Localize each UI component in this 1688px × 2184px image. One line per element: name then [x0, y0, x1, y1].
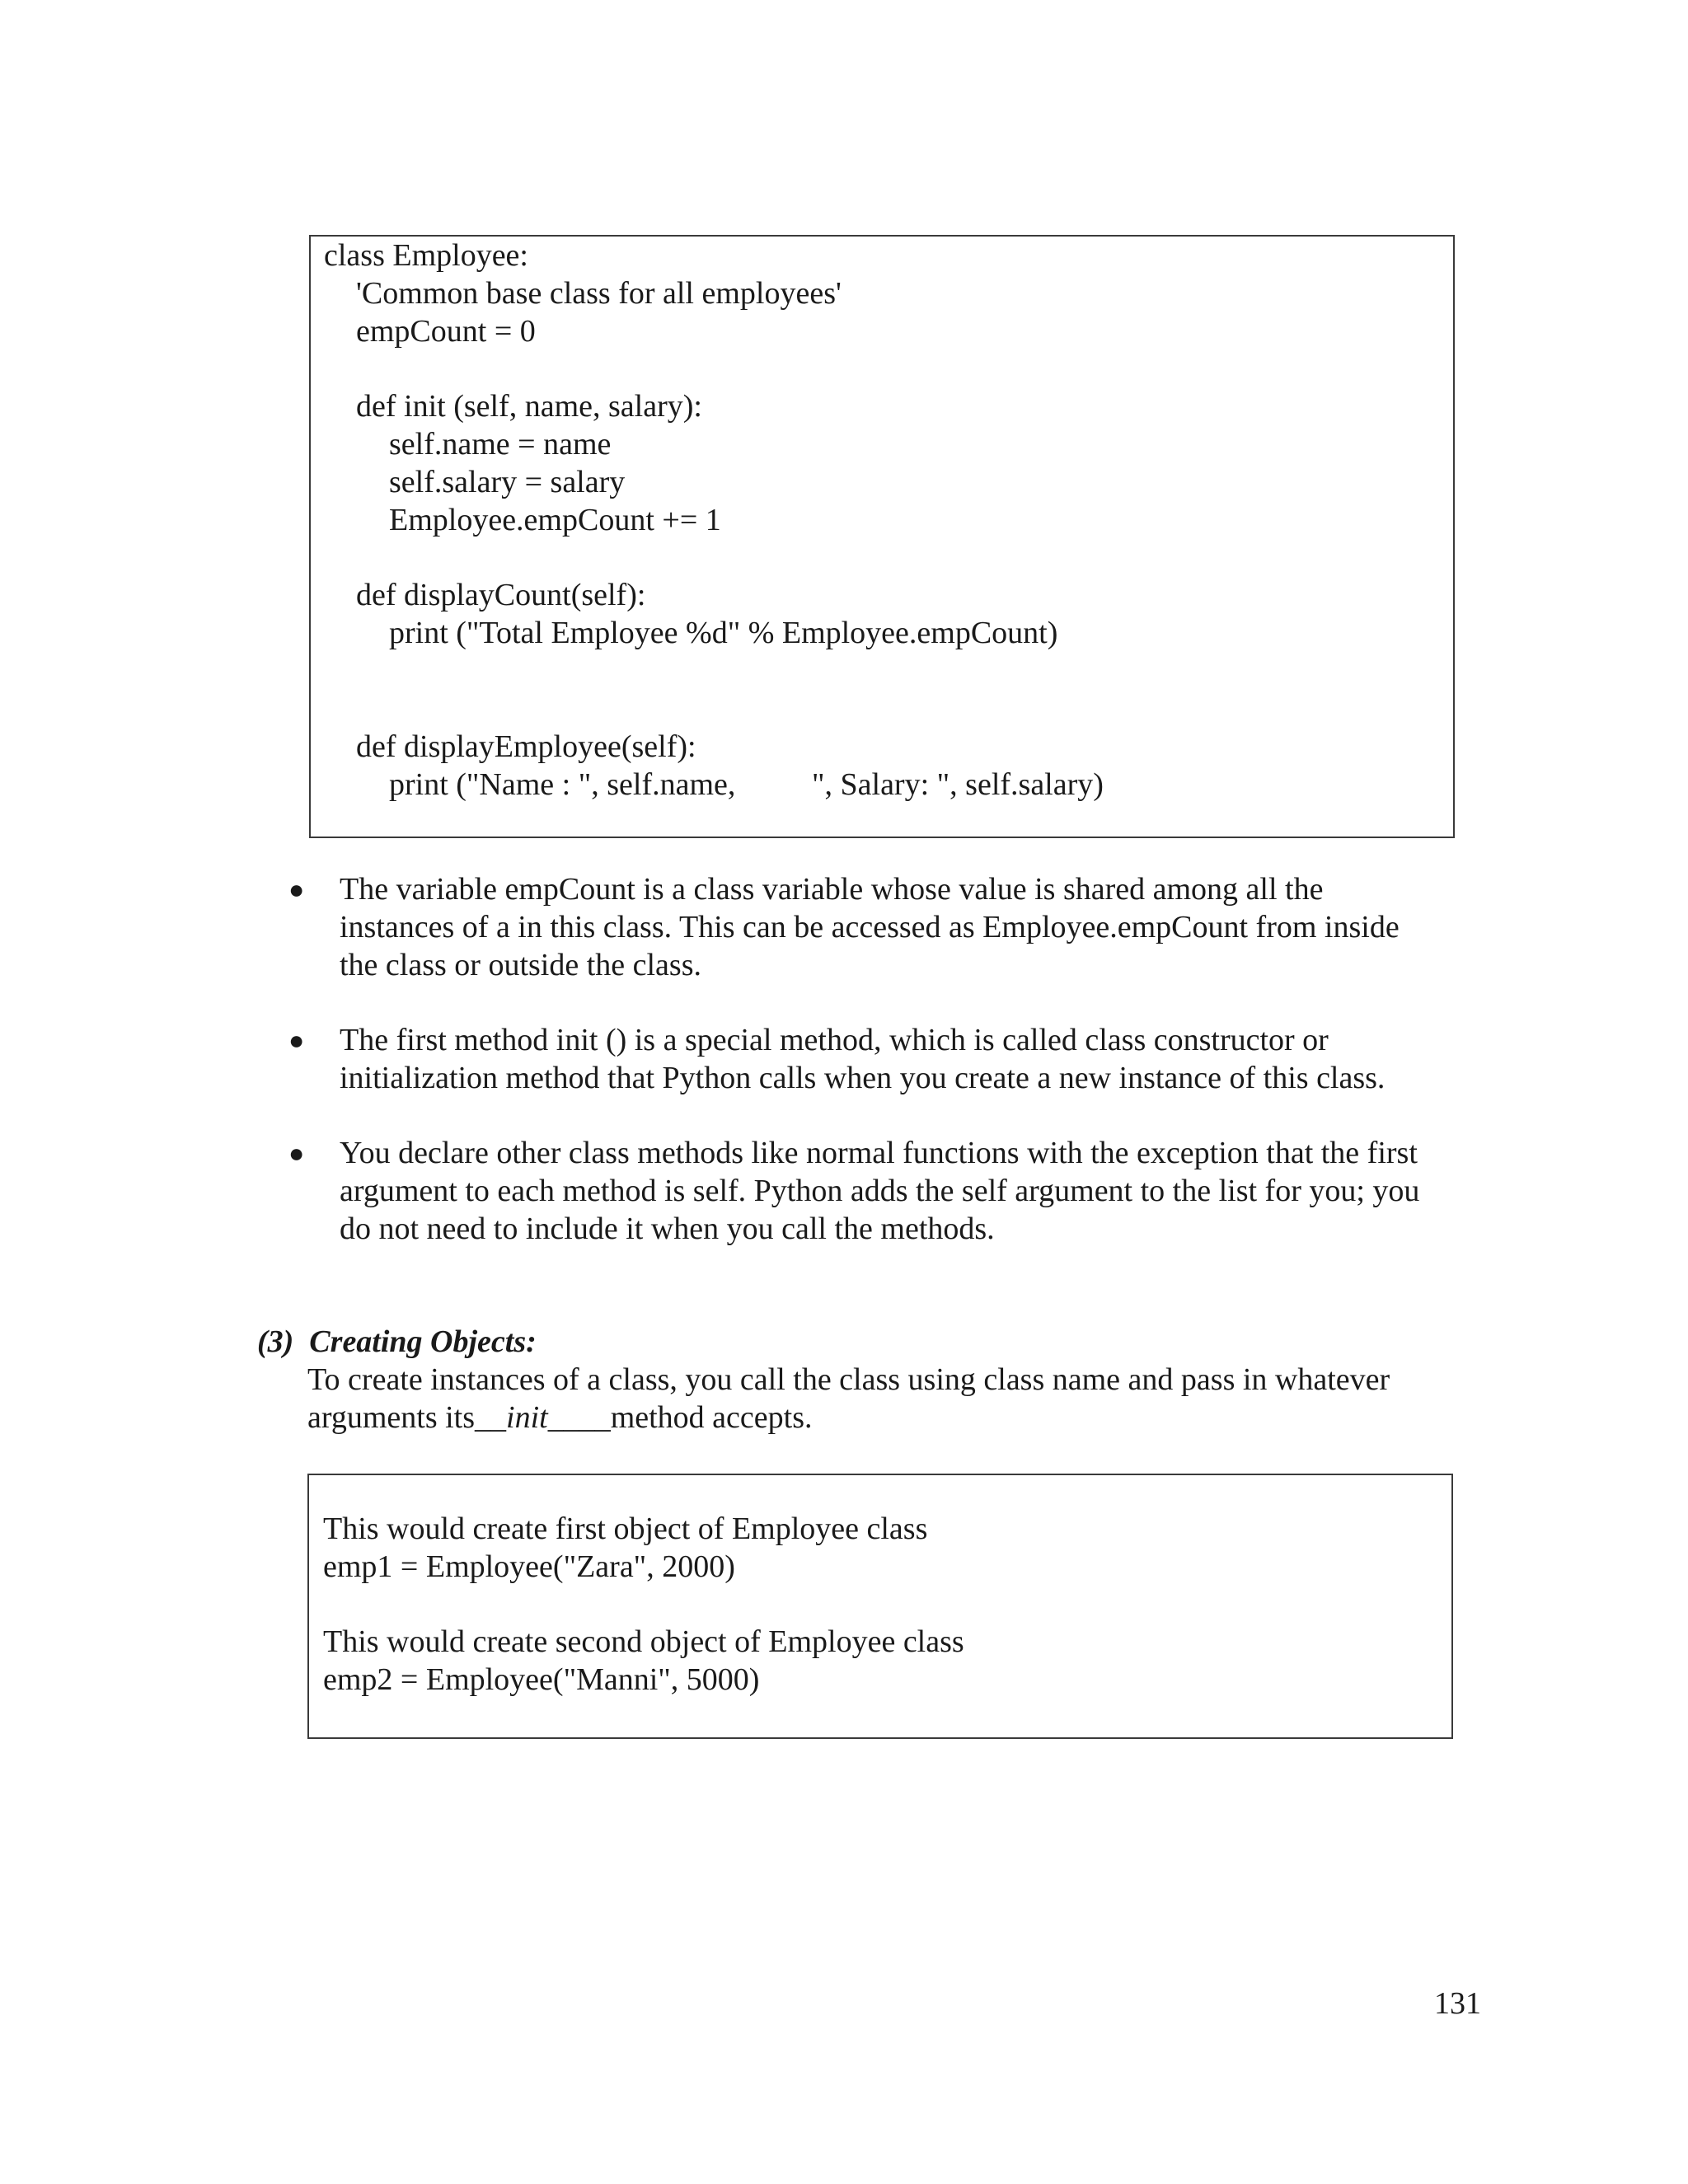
code-line: emp1 = Employee("Zara", 2000): [323, 1549, 735, 1584]
code-line: print ("Name : ", self.name,: [389, 767, 736, 802]
code-line: self.name = name: [389, 427, 612, 462]
code-line: empCount = 0: [356, 314, 536, 349]
section-heading: (3) Creating Objects:: [257, 1324, 537, 1359]
bullet-text: The variable empCount is a class variable whose value is shared among all the: [340, 872, 1324, 907]
bullet-text: You declare other class methods like normal functions with the exception that the first: [340, 1136, 1418, 1170]
init-method-name: __init____: [475, 1400, 611, 1435]
section-intro-suffix: method accepts.: [610, 1400, 813, 1435]
bullet-text: initialization method that Python calls when you create a new instance of this class.: [340, 1061, 1386, 1095]
code-line: def init (self, name, salary):: [356, 389, 702, 424]
code-line: print ("Total Employee %d" % Employee.empCount): [389, 616, 1058, 650]
code-line: def displayEmployee(self):: [356, 729, 696, 764]
code-line: This would create first object of Employee class: [323, 1511, 928, 1546]
code-line: emp2 = Employee("Manni", 5000): [323, 1662, 760, 1697]
bullet-text: the class or outside the class.: [340, 948, 702, 982]
code-line: This would create second object of Employee class: [323, 1624, 964, 1659]
bullet-icon: ●: [288, 874, 305, 904]
bullet-text: The first method init () is a special method, which is called class constructor or: [340, 1023, 1329, 1057]
bullet-text: argument to each method is self. Python adds the self argument to the list for you; you: [340, 1174, 1420, 1208]
code-line: ", Salary: ", self.salary): [812, 767, 1104, 802]
section-intro-prefix: arguments its: [307, 1400, 476, 1435]
code-line: self.salary = salary: [389, 465, 626, 499]
code-line: class Employee:: [324, 238, 528, 273]
page-number: 131: [1434, 1986, 1481, 2021]
section-intro: To create instances of a class, you call the class using class name and pass in whatever: [307, 1362, 1390, 1397]
code-line: Employee.empCount += 1: [389, 503, 721, 537]
bullet-text: do not need to include it when you call the methods.: [340, 1212, 995, 1246]
section-intro: [307, 1399, 813, 1436]
code-line: def displayCount(self):: [356, 578, 646, 612]
code-line: 'Common base class for all employees': [356, 276, 842, 311]
bullet-text: instances of a in this class. This can be accessed as Employee.empCount from inside: [340, 910, 1400, 944]
bullet-icon: ●: [288, 1138, 305, 1168]
bullet-icon: ●: [288, 1025, 305, 1055]
